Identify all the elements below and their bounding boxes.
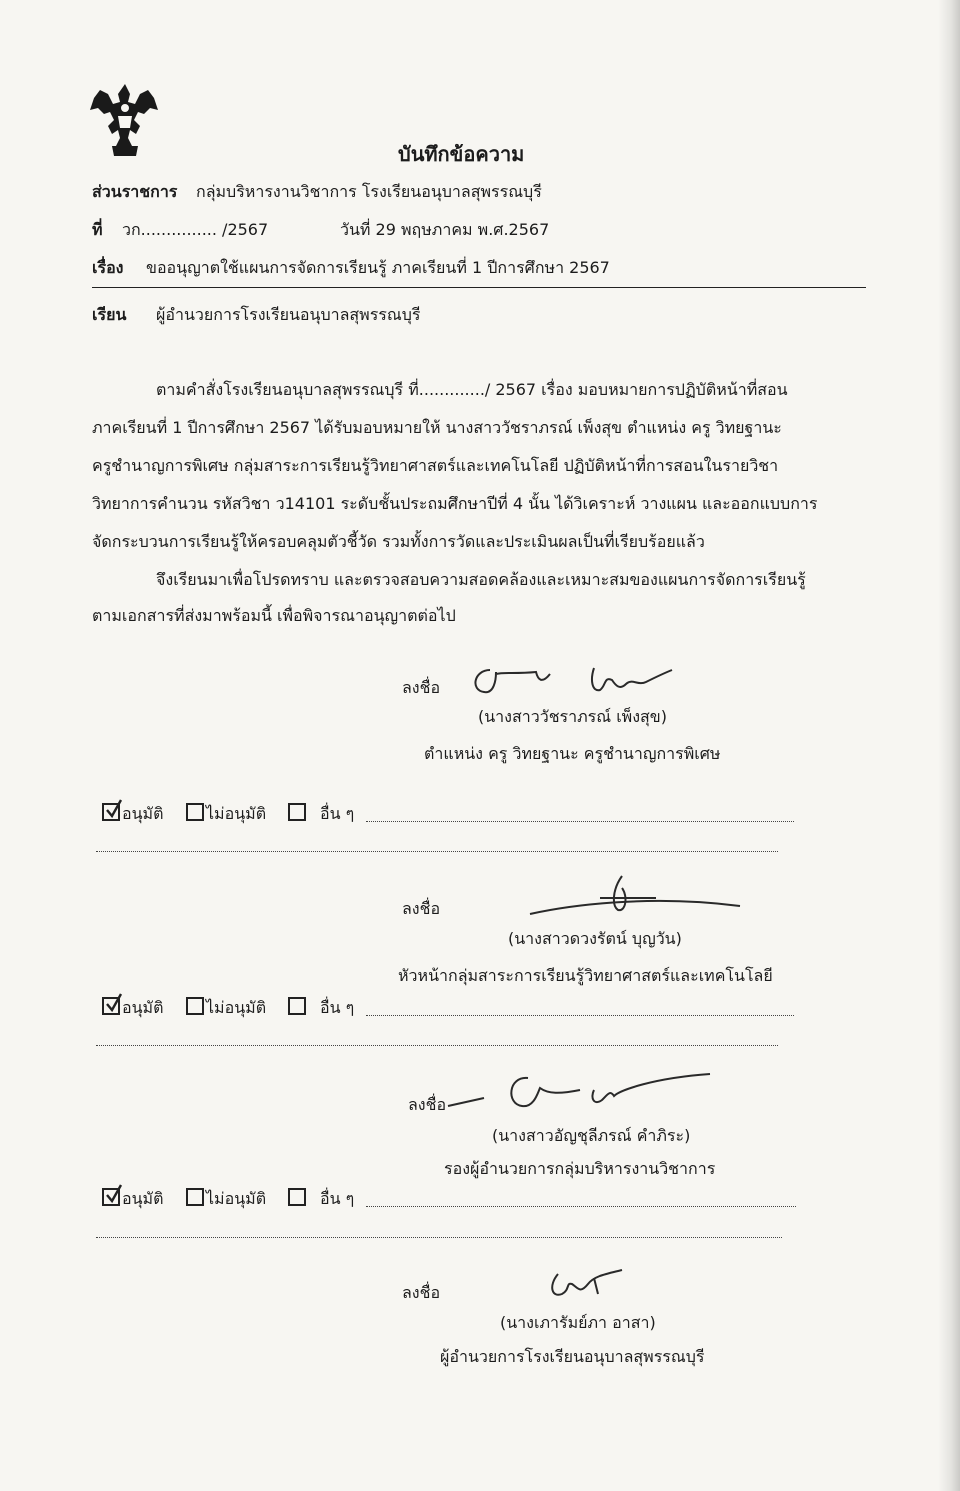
signatory-3-name: (นางสาวอัญชุลีภรณ์ คำภิระ) [492,1126,691,1145]
memo-title: บันทึกข้อความ [398,142,525,166]
approve-label: อนุมัติ [122,1189,164,1208]
not-approve-label: ไม่อนุมัติ [206,1189,267,1208]
other-reason-line-2[interactable] [96,1237,782,1238]
other-reason-line-2[interactable] [96,1045,778,1046]
check-mark-icon [104,992,124,1014]
other-label: อื่น ๆ [320,998,355,1017]
body-line: วิทยาการคำนวน รหัสวิชา ว14101 ระดับชั้นประถมศึกษาปีที่ 4 นั้น ได้วิเคราะห์ วางแผน และออกแบบการ [92,494,818,513]
other-checkbox[interactable] [288,803,306,821]
signatory-1-position: ตำแหน่ง ครู วิทยฐานะ ครูชำนาญการพิเศษ [424,744,721,763]
check-mark-icon [104,1183,124,1205]
sign-label: ลงชื่อ [402,1283,441,1302]
dept-label: ส่วนราชการ [92,182,178,201]
to-value: ผู้อำนวยการโรงเรียนอนุบาลสุพรรณบุรี [156,305,421,324]
signatory-2-name: (นางสาวดวงรัตน์ บุญวัน) [508,929,682,948]
other-checkbox[interactable] [288,997,306,1015]
header-divider [92,287,866,288]
sign-label: ลงชื่อ [402,678,441,697]
doc-date: วันที่ 29 พฤษภาคม พ.ศ.2567 [340,220,550,239]
not-approve-checkbox[interactable] [186,997,204,1015]
check-mark-icon [104,798,124,820]
signature-3 [444,1068,720,1116]
approve-label: อนุมัติ [122,804,164,823]
doc-no-label: ที่ [92,220,103,239]
signatory-2-position: หัวหน้ากลุ่มสาระการเรียนรู้วิทยาศาสตร์และเทคโนโลยี [398,966,773,985]
other-reason-line-2[interactable] [96,851,778,852]
body-line: ตามคำสั่งโรงเรียนอนุบาลสุพรรณบุรี ที่............./ 2567 เรื่อง มอบหมายการปฏิบัติหน้าที่สอน [156,380,788,399]
not-approve-checkbox[interactable] [186,1188,204,1206]
body-line: จัดกระบวนการเรียนรู้ให้ครอบคลุมตัวชี้วัด รวมทั้งการวัดและประเมินผลเป็นที่เรียบร้อยแล้ว [92,532,705,551]
dept-value: กลุ่มบริหารงานวิชาการ โรงเรียนอนุบาลสุพรรณบุรี [196,182,542,201]
to-label: เรียน [92,305,127,324]
body-line: ภาคเรียนที่ 1 ปีการศึกษา 2567 ได้รับมอบหมายให้ นางสาววัชราภรณ์ เพ็งสุข ตำแหน่ง ครู วิทยฐานะ [92,418,782,437]
other-reason-line[interactable] [366,1015,794,1016]
sign-label: ลงชื่อ [402,899,441,918]
signatory-4-name: (นางเภารัมย์ภา อาสา) [500,1313,656,1332]
other-reason-line[interactable] [366,1206,796,1207]
sign-label: ลงชื่อ [408,1095,447,1114]
other-label: อื่น ๆ [320,804,355,823]
body-line: จึงเรียนมาเพื่อโปรดทราบ และตรวจสอบความสอดคล้องและเหมาะสมของแผนการจัดการเรียนรู้ [156,570,806,589]
signature-2 [526,872,746,922]
not-approve-checkbox[interactable] [186,803,204,821]
subject-value: ขออนุญาตใช้แผนการจัดการเรียนรู้ ภาคเรียนที่ 1 ปีการศึกษา 2567 [146,258,610,277]
subject-label: เรื่อง [92,258,124,277]
not-approve-label: ไม่อนุมัติ [206,998,267,1017]
signature-1 [466,660,682,704]
garuda-emblem-icon [88,80,162,158]
approve-label: อนุมัติ [122,998,164,1017]
signatory-4-position: ผู้อำนวยการโรงเรียนอนุบาลสุพรรณบุรี [440,1347,705,1366]
other-checkbox[interactable] [288,1188,306,1206]
other-label: อื่น ๆ [320,1189,355,1208]
doc-no-value: วก............... /2567 [122,220,269,239]
not-approve-label: ไม่อนุมัติ [206,804,267,823]
signatory-3-position: รองผู้อำนวยการกลุ่มบริหารงานวิชาการ [444,1159,716,1178]
signatory-1-name: (นางสาววัชราภรณ์ เพ็งสุข) [478,707,667,726]
paper-edge-shadow [938,0,960,1491]
body-line: ตามเอกสารที่ส่งมาพร้อมนี้ เพื่อพิจารณาอนุญาตต่อไป [92,606,456,625]
signature-4 [544,1264,634,1304]
body-line: ครูชำนาญการพิเศษ กลุ่มสาระการเรียนรู้วิทยาศาสตร์และเทคโนโลยี ปฏิบัติหน้าที่การสอนในรายวิชา [92,456,779,475]
other-reason-line[interactable] [366,821,794,822]
